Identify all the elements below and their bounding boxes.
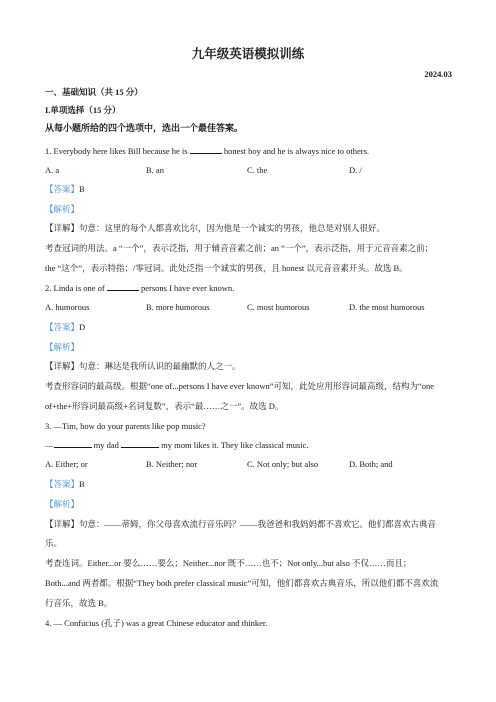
option-a: A. a	[45, 165, 60, 175]
option-d: D. the most humorous	[349, 302, 425, 312]
stem-before: 2. Linda is one of	[45, 283, 107, 293]
question-1-detail	[45, 222, 385, 234]
question-3-explanation-line: 行音乐，故选 B。	[45, 598, 113, 608]
instruction-text: 从每小题所给的四个选项中，选出一个最佳答案。	[45, 123, 244, 133]
question-1-stem	[45, 145, 369, 157]
question-3-stem: 3. —Tim, how do your parents like pop music?	[45, 421, 206, 431]
question-4-stem: 4. — Confucius (孔子) was a great Chinese educator and thinker.	[45, 618, 268, 628]
stem-after: my mom likes it. They like classical music.	[159, 440, 309, 450]
answer-value: D	[79, 322, 86, 332]
detail-text: 句意：琳达是我所认识的最幽默的人之一。	[79, 361, 241, 371]
answer-value: B	[79, 479, 85, 489]
stem-mid: my dad	[91, 440, 122, 450]
stem-before: 1. Everybody here likes Bill because he is	[45, 146, 190, 156]
option-b: B. Neither; nor	[146, 459, 198, 469]
option-c: C. the	[247, 165, 268, 175]
answer-blank	[190, 145, 222, 154]
dash: —	[45, 440, 54, 450]
answer-value: B	[79, 184, 85, 194]
detail-text: 句意：这里的每个人都喜欢比尔，因为他是一个诚实的男孩，他总是对别人很好。	[79, 223, 386, 233]
option-d: D. /	[349, 165, 362, 175]
section-heading: 一、基础知识（共 15 分）	[45, 87, 143, 97]
question-3-options	[45, 458, 455, 470]
detail-label: 【详解】	[45, 519, 80, 529]
page-title: 九年级英语模拟训练	[191, 47, 305, 61]
option-b: B. more humorous	[146, 302, 210, 312]
question-3-response	[45, 439, 309, 451]
detail-label: 【详解】	[45, 361, 80, 371]
question-1-explanation-line: 考查冠词的用法。a “一个”，表示泛指，用于辅音音素之前；an “一个”，表示泛指，用于元音音素之前；	[45, 243, 434, 253]
subsection-heading: I.单项选择（15 分）	[45, 105, 121, 115]
answer-blank	[54, 439, 92, 448]
question-3-answer	[45, 478, 85, 490]
detail-text: 句意：——蒂姆，你父母喜欢流行音乐吗？——我爸爸和我妈妈都不喜欢它。他们都喜欢古典音	[79, 519, 437, 529]
question-2-detail	[45, 360, 241, 372]
question-3-explanation-line: Both...and 两者都。根据“They both prefer classical music”可知，他们都喜欢古典音乐，所以他们都不喜欢流	[45, 578, 439, 588]
question-2-explanation-line: of+the+形容词最高级+名词复数”，表示“最……之一”。故选 D。	[45, 401, 284, 411]
answer-label: 【答案】	[45, 184, 80, 194]
option-b: B. an	[146, 165, 164, 175]
question-1-options	[45, 164, 455, 176]
question-1-answer	[45, 183, 85, 195]
answer-blank	[107, 282, 139, 291]
exam-date: 2024.03	[424, 69, 452, 79]
option-d: D. Both; and	[349, 459, 393, 469]
answer-blank	[121, 439, 159, 448]
option-c: C. most humorous	[247, 302, 310, 312]
question-3-detail	[45, 518, 436, 530]
answer-label: 【答案】	[45, 479, 80, 489]
stem-after: persons I have ever known.	[138, 283, 235, 293]
option-a: A. Either; or	[45, 459, 88, 469]
detail-label: 【详解】	[45, 223, 80, 233]
question-3-explanation-line: 乐。	[45, 538, 63, 548]
question-1-explanation-line: the “这个”，表示特指；/零冠词。此处泛指一个诚实的男孩，且 honest 以元音音素开头。故选 B。	[45, 263, 408, 273]
question-1-analysis-label: 【解析】	[45, 204, 80, 214]
question-3-analysis-label: 【解析】	[45, 499, 80, 509]
option-c: C. Not only; but also	[247, 459, 319, 469]
question-2-options	[45, 301, 455, 313]
question-2-analysis-label: 【解析】	[45, 342, 80, 352]
stem-after: honest boy and he is always nice to others.	[221, 146, 370, 156]
question-3-explanation-line: 考查连词。Either...or 要么……要么；Neither...nor 既不……也不；Not only...but also 不仅……而且；	[45, 558, 412, 568]
answer-label: 【答案】	[45, 322, 80, 332]
question-2-stem	[45, 282, 234, 294]
question-2-answer	[45, 321, 85, 333]
question-2-explanation-line: 考查形容词的最高级。根据“one of...persons I have ever known”可知，此处应用形容词最高级，结构为“one	[45, 381, 435, 391]
option-a: A. humorous	[45, 302, 90, 312]
